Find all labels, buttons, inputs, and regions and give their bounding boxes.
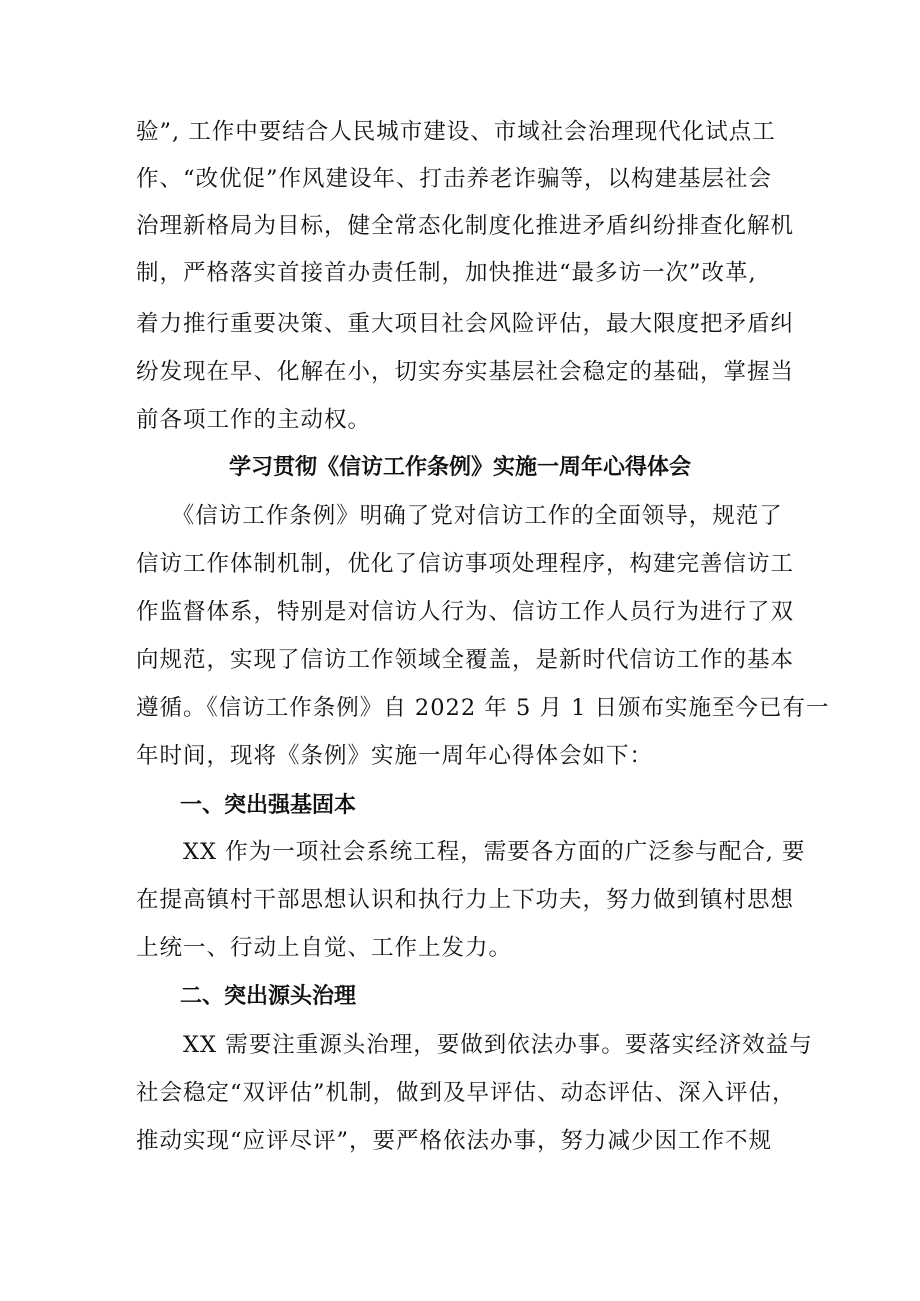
intro-line: 前各项工作的主动权。 [136, 407, 372, 433]
section-heading: 一、突出强基固本 [180, 792, 357, 818]
body-line: 《信访工作条例》明确了党对信访工作的全面领导，规范了 [136, 503, 783, 529]
section-line: 上统一、行动上自觉、工作上发力。 [136, 935, 513, 961]
body-line: 年时间，现将《条例》实施一周年心得体会如下： [136, 743, 654, 769]
section-line: 推动实现“应评尽评”，要严格依法办事，努力减少因工作不规 [136, 1128, 773, 1154]
intro-line: 治理新格局为目标，健全常态化制度化推进矛盾纠纷排查化解机 [136, 213, 795, 239]
section-line: 在提高镇村干部思想认识和执行力上下功夫，努力做到镇村思想 [136, 887, 795, 913]
section-line: 社会稳定“双评估”机制，做到及早评估、动态评估、深入评估， [136, 1080, 796, 1106]
body-line: 作监督体系，特别是对信访人行为、信访工作人员行为进行了双 [136, 599, 795, 625]
intro-line: 作、“改优促”作风建设年、打击养老诈骗等，以构建基层社会 [136, 166, 773, 192]
body-line: 向规范，实现了信访工作领域全覆盖，是新时代信访工作的基本 [136, 647, 795, 673]
intro-line: 纷发现在早、化解在小，切实夯实基层社会稳定的基础，掌握当 [136, 359, 795, 385]
intro-line: 着力推行重要决策、重大项目社会风险评估，最大限度把矛盾纠 [136, 311, 795, 337]
body-line: 信访工作体制机制，优化了信访事项处理程序，构建完善信访工 [136, 551, 795, 577]
body-line: 遵循。《信访工作条例》自 2022 年 5 月 1 日颁布实施至今已有一 [136, 695, 830, 721]
section-line: XX 需要注重源头治理，要做到依法办事。要落实经济效益与 [136, 1032, 813, 1058]
intro-line: 验”, 工作中要结合人民城市建设、市域社会治理现代化试点工 [136, 119, 776, 145]
section-heading: 二、突出源头治理 [180, 983, 357, 1009]
article-title: 学习贯彻《信访工作条例》实施一周年心得体会 [228, 454, 691, 480]
intro-line: 制，严格落实首接首办责任制，加快推进“最多访一次”改革, [136, 260, 757, 286]
section-line: XX 作为一项社会系统工程，需要各方面的广泛参与配合, 要 [136, 839, 806, 865]
